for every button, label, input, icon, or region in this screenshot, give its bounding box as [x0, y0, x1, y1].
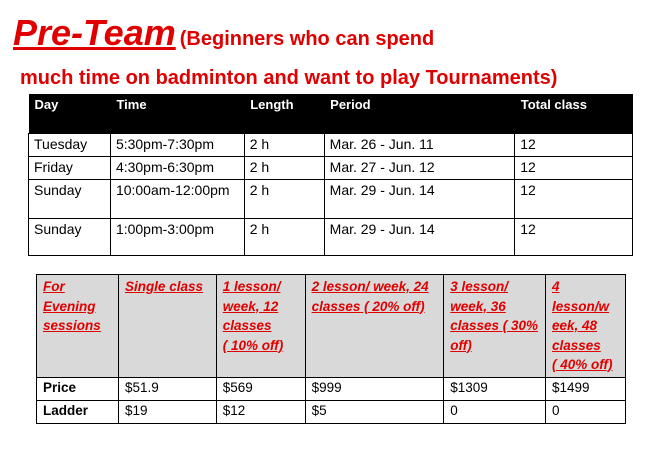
page-title: Pre-Team	[13, 12, 176, 53]
pricing-header-cell	[37, 275, 119, 378]
price-cell: $51.9	[118, 377, 216, 400]
pricing-header-line: 3 lesson/	[450, 279, 508, 294]
pricing-header-cell	[305, 275, 444, 378]
pricing-header-line: 1 lesson/	[222, 279, 281, 294]
schedule-table	[28, 94, 633, 256]
pricing-header-row	[37, 275, 626, 378]
schedule-cell: 12	[515, 134, 633, 157]
pricing-header-line: Single class	[124, 279, 203, 294]
pricing-header-line: Evening	[43, 298, 96, 314]
price-cell: $999	[305, 377, 444, 400]
schedule-header-row	[29, 94, 633, 134]
page-subtitle-line2: much time on badminton and want to play Tournaments)	[20, 67, 558, 89]
pricing-header-cell	[118, 275, 216, 378]
schedule-row	[29, 219, 633, 256]
schedule-cell: 5:30pm-7:30pm	[110, 134, 244, 157]
schedule-row	[29, 134, 633, 157]
price-cell: $569	[216, 377, 305, 400]
page-subtitle-line1: (Beginners who can spend	[179, 28, 435, 50]
pricing-header-line: 4	[552, 279, 560, 294]
schedule-cell: Friday	[29, 157, 111, 180]
pricing-header-line: week, 36	[450, 298, 506, 314]
pricing-header-line: classes ( 20% off)	[311, 298, 425, 314]
schedule-cell: 10:00am-12:00pm	[110, 180, 244, 219]
title-line1	[13, 12, 434, 54]
price-cell: $1499	[546, 377, 626, 400]
schedule-cell: 12	[515, 180, 633, 219]
schedule-header-cell: Day	[29, 94, 111, 134]
pricing-header-line: For	[43, 279, 65, 294]
price-row	[37, 377, 626, 400]
pricing-header-line: ( 10% off)	[222, 337, 284, 353]
schedule-cell: 12	[515, 157, 633, 180]
schedule-row	[29, 180, 633, 219]
pricing-header-line: sessions	[43, 318, 101, 333]
pricing-header-line: week, 12	[222, 298, 279, 314]
pricing-header-cell	[546, 275, 626, 378]
schedule-cell: Mar. 27 - Jun. 12	[324, 157, 515, 180]
schedule-cell: Mar. 26 - Jun. 11	[324, 134, 515, 157]
ladder-cell: 0	[444, 400, 546, 423]
price-row-label: Price	[37, 377, 119, 400]
schedule-row	[29, 157, 633, 180]
ladder-row-label: Ladder	[37, 400, 119, 423]
pricing-header-line: off)	[450, 337, 472, 353]
schedule-cell: 2 h	[244, 157, 324, 180]
pricing-header-line: classes ( 30%	[450, 318, 539, 333]
pricing-header-cell	[216, 275, 305, 378]
schedule-cell: Sunday	[29, 180, 111, 219]
pricing-header-line: classes	[552, 337, 601, 353]
schedule-cell: 1:00pm-3:00pm	[110, 219, 244, 256]
pricing-header-line: classes	[222, 318, 272, 333]
schedule-header-cell: Period	[324, 94, 515, 134]
pricing-header-line: lesson/w	[552, 298, 610, 314]
schedule-cell: 2 h	[244, 180, 324, 219]
pricing-table	[36, 274, 626, 424]
pricing-header-line: 2 lesson/ week, 24	[311, 279, 429, 294]
price-cell: $1309	[444, 377, 546, 400]
pricing-header-cell	[444, 275, 546, 378]
ladder-cell: 0	[546, 400, 626, 423]
ladder-cell: $12	[216, 400, 305, 423]
ladder-cell: $5	[305, 400, 444, 423]
pricing-header-line: ( 40% off)	[552, 357, 613, 372]
schedule-cell: 12	[515, 219, 633, 256]
schedule-cell: Mar. 29 - Jun. 14	[324, 219, 515, 256]
schedule-header-cell: Length	[244, 94, 324, 134]
ladder-row	[37, 400, 626, 423]
schedule-cell: 4:30pm-6:30pm	[110, 157, 244, 180]
schedule-cell: Sunday	[29, 219, 111, 256]
schedule-header-cell: Time	[110, 94, 244, 134]
ladder-cell: $19	[118, 400, 216, 423]
schedule-header-cell: Total class	[515, 94, 633, 134]
pricing-header-line: eek, 48	[552, 318, 598, 333]
schedule-cell: Tuesday	[29, 134, 111, 157]
schedule-cell: 2 h	[244, 219, 324, 256]
schedule-cell: 2 h	[244, 134, 324, 157]
schedule-cell: Mar. 29 - Jun. 14	[324, 180, 515, 219]
